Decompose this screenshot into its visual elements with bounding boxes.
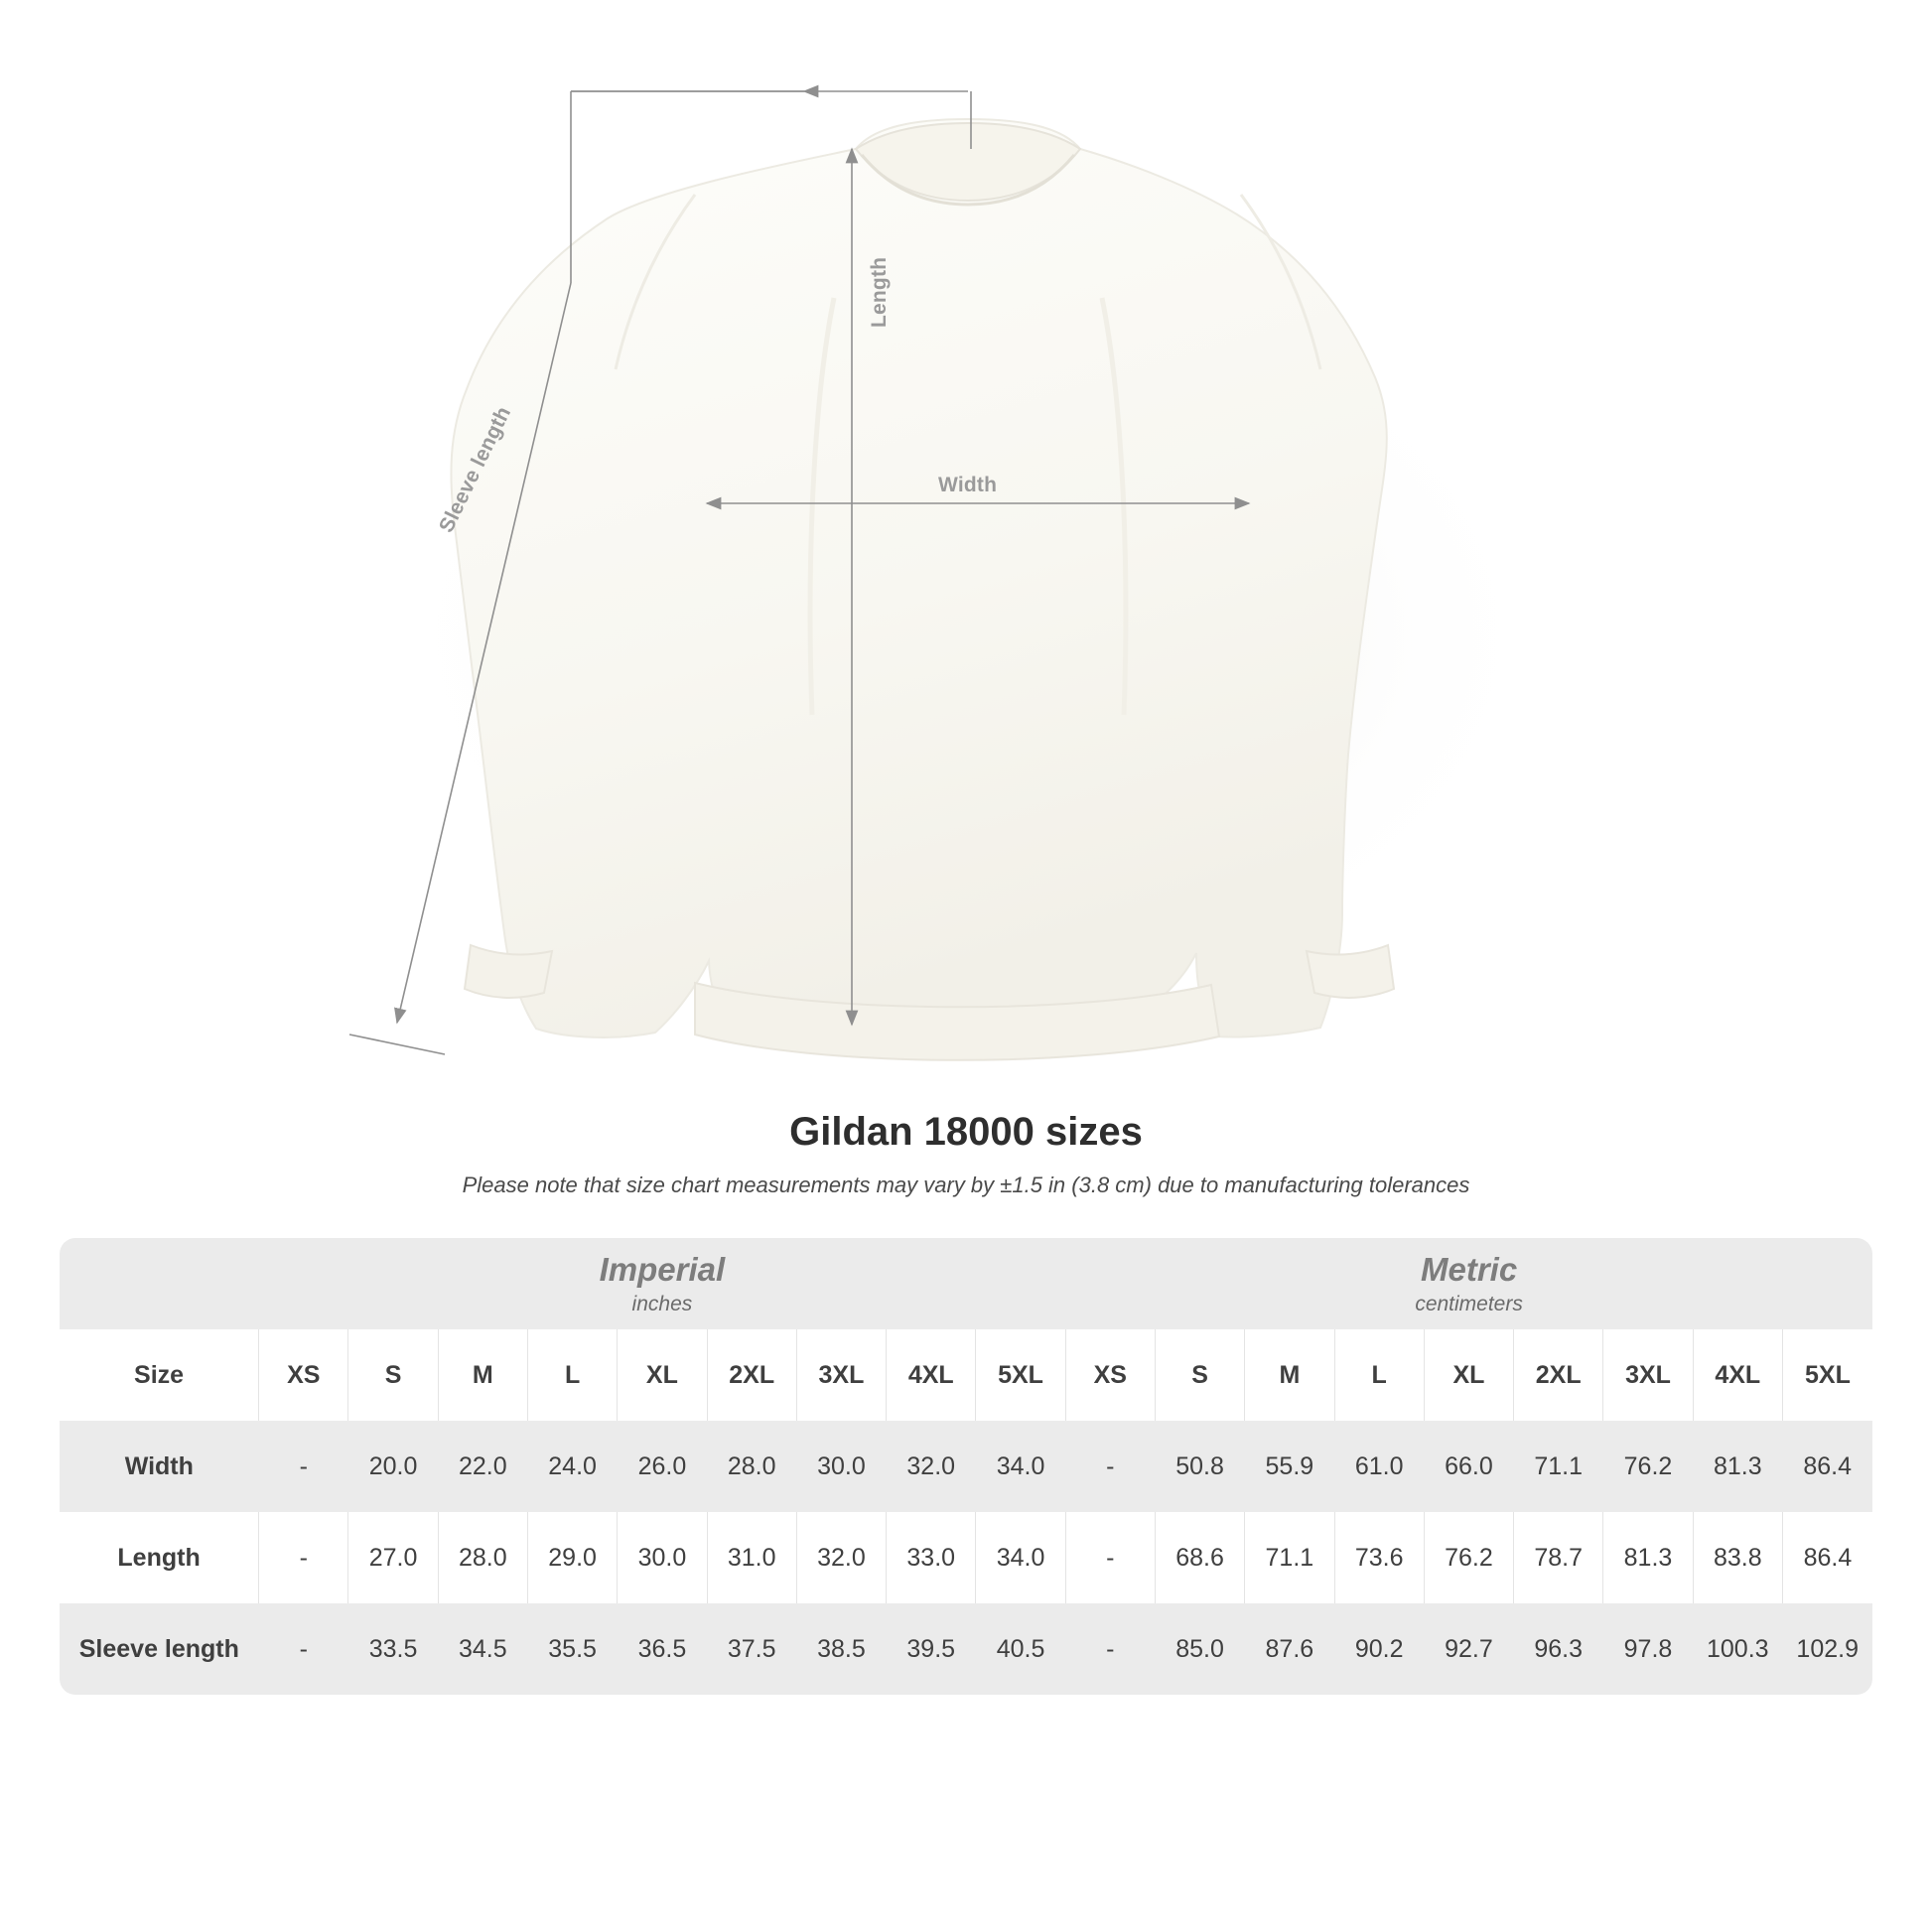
cell-sleeve-metric-xl: 92.7 [1424, 1603, 1513, 1695]
cell-length-metric-5xl: 86.4 [1782, 1512, 1872, 1603]
unit-group-imperial [259, 1238, 1066, 1329]
cell-width-imperial-xs: - [259, 1421, 348, 1512]
cell-sleeve-metric-xs: - [1065, 1603, 1155, 1695]
size-header-imperial-l: L [527, 1329, 617, 1421]
cell-width-metric-l: 61.0 [1334, 1421, 1424, 1512]
unit-group-metric-name: Metric [1420, 1250, 1518, 1288]
cell-sleeve-metric-4xl: 100.3 [1693, 1603, 1782, 1695]
size-header-imperial-m: M [438, 1329, 527, 1421]
cell-sleeve-metric-s: 85.0 [1155, 1603, 1244, 1695]
size-table [60, 1238, 1872, 1695]
cell-sleeve-imperial-s: 33.5 [348, 1603, 438, 1695]
cell-width-imperial-l: 24.0 [527, 1421, 617, 1512]
cell-width-imperial-2xl: 28.0 [707, 1421, 796, 1512]
page-subtitle: Please note that size chart measurements may vary by ±1.5 in (3.8 cm) due to manufacturing tolerances [462, 1173, 1470, 1197]
cell-width-metric-xs: - [1065, 1421, 1155, 1512]
cell-sleeve-imperial-5xl: 40.5 [976, 1603, 1065, 1695]
row-label-length: Length [60, 1512, 259, 1603]
size-header-imperial-5xl: 5XL [976, 1329, 1065, 1421]
size-header-imperial-s: S [348, 1329, 438, 1421]
cell-sleeve-metric-5xl: 102.9 [1782, 1603, 1872, 1695]
unit-group-imperial-sub: inches [631, 1292, 693, 1315]
table-row [60, 1512, 1872, 1603]
row-label-sleeve-length: Sleeve length [60, 1603, 259, 1695]
page-title: Gildan 18000 sizes [789, 1110, 1143, 1154]
cell-length-metric-3xl: 81.3 [1603, 1512, 1693, 1603]
size-header-imperial-2xl: 2XL [707, 1329, 796, 1421]
cell-length-metric-xl: 76.2 [1424, 1512, 1513, 1603]
sweatshirt-body [328, 119, 1394, 1060]
cell-width-metric-s: 50.8 [1155, 1421, 1244, 1512]
size-header-imperial-4xl: 4XL [887, 1329, 976, 1421]
cell-sleeve-metric-2xl: 96.3 [1514, 1603, 1603, 1695]
cell-width-metric-3xl: 76.2 [1603, 1421, 1693, 1512]
cell-width-imperial-s: 20.0 [348, 1421, 438, 1512]
cell-length-imperial-2xl: 31.0 [707, 1512, 796, 1603]
cell-width-imperial-3xl: 30.0 [796, 1421, 886, 1512]
cell-length-imperial-xl: 30.0 [618, 1512, 707, 1603]
unit-group-metric-sub: centimeters [1415, 1292, 1523, 1315]
size-header-imperial-xs: XS [259, 1329, 348, 1421]
size-header-metric-3xl: 3XL [1603, 1329, 1693, 1421]
cell-width-imperial-5xl: 34.0 [976, 1421, 1065, 1512]
cell-length-metric-xs: - [1065, 1512, 1155, 1603]
cell-sleeve-metric-m: 87.6 [1245, 1603, 1334, 1695]
size-header-imperial-3xl: 3XL [796, 1329, 886, 1421]
size-header-metric-l: L [1334, 1329, 1424, 1421]
sleeve-length-dimension-label: Sleeve length [435, 402, 516, 537]
cell-length-imperial-4xl: 33.0 [887, 1512, 976, 1603]
table-corner-cell [60, 1238, 259, 1329]
cell-sleeve-imperial-xl: 36.5 [618, 1603, 707, 1695]
size-header-metric-xs: XS [1065, 1329, 1155, 1421]
cell-length-imperial-l: 29.0 [527, 1512, 617, 1603]
cell-length-imperial-s: 27.0 [348, 1512, 438, 1603]
cell-length-imperial-xs: - [259, 1512, 348, 1603]
unit-group-metric [1065, 1238, 1872, 1329]
row-label-width: Width [60, 1421, 259, 1512]
cell-width-imperial-4xl: 32.0 [887, 1421, 976, 1512]
size-table-container [60, 1238, 1872, 1695]
cell-length-imperial-5xl: 34.0 [976, 1512, 1065, 1603]
cell-length-metric-2xl: 78.7 [1514, 1512, 1603, 1603]
title-block [0, 1110, 1932, 1198]
size-header-metric-5xl: 5XL [1782, 1329, 1872, 1421]
cell-sleeve-imperial-3xl: 38.5 [796, 1603, 886, 1695]
size-header-metric-xl: XL [1424, 1329, 1513, 1421]
cell-sleeve-imperial-m: 34.5 [438, 1603, 527, 1695]
cell-sleeve-imperial-l: 35.5 [527, 1603, 617, 1695]
cell-width-metric-2xl: 71.1 [1514, 1421, 1603, 1512]
cell-length-metric-m: 71.1 [1245, 1512, 1334, 1603]
width-dimension-label: Width [938, 474, 998, 496]
cell-sleeve-imperial-4xl: 39.5 [887, 1603, 976, 1695]
size-header-metric-4xl: 4XL [1693, 1329, 1782, 1421]
cell-width-imperial-m: 22.0 [438, 1421, 527, 1512]
cell-length-metric-4xl: 83.8 [1693, 1512, 1782, 1603]
table-row [60, 1603, 1872, 1695]
unit-header-row [60, 1238, 1872, 1329]
cell-width-imperial-xl: 26.0 [618, 1421, 707, 1512]
length-dimension-label: Length [868, 256, 891, 328]
cell-length-metric-l: 73.6 [1334, 1512, 1424, 1603]
size-header-imperial-xl: XL [618, 1329, 707, 1421]
cell-sleeve-metric-3xl: 97.8 [1603, 1603, 1693, 1695]
table-row [60, 1421, 1872, 1512]
cell-sleeve-imperial-2xl: 37.5 [707, 1603, 796, 1695]
size-header-row [60, 1329, 1872, 1421]
cell-width-metric-4xl: 81.3 [1693, 1421, 1782, 1512]
size-header-metric-m: M [1245, 1329, 1334, 1421]
cell-sleeve-metric-l: 90.2 [1334, 1603, 1424, 1695]
cell-length-metric-s: 68.6 [1155, 1512, 1244, 1603]
cell-sleeve-imperial-xs: - [259, 1603, 348, 1695]
cell-length-imperial-3xl: 32.0 [796, 1512, 886, 1603]
cell-width-metric-5xl: 86.4 [1782, 1421, 1872, 1512]
size-header-metric-s: S [1155, 1329, 1244, 1421]
cell-length-imperial-m: 28.0 [438, 1512, 527, 1603]
cell-width-metric-m: 55.9 [1245, 1421, 1334, 1512]
size-header-label: Size [60, 1329, 259, 1421]
unit-group-imperial-name: Imperial [599, 1250, 726, 1288]
size-header-metric-2xl: 2XL [1514, 1329, 1603, 1421]
cell-width-metric-xl: 66.0 [1424, 1421, 1513, 1512]
